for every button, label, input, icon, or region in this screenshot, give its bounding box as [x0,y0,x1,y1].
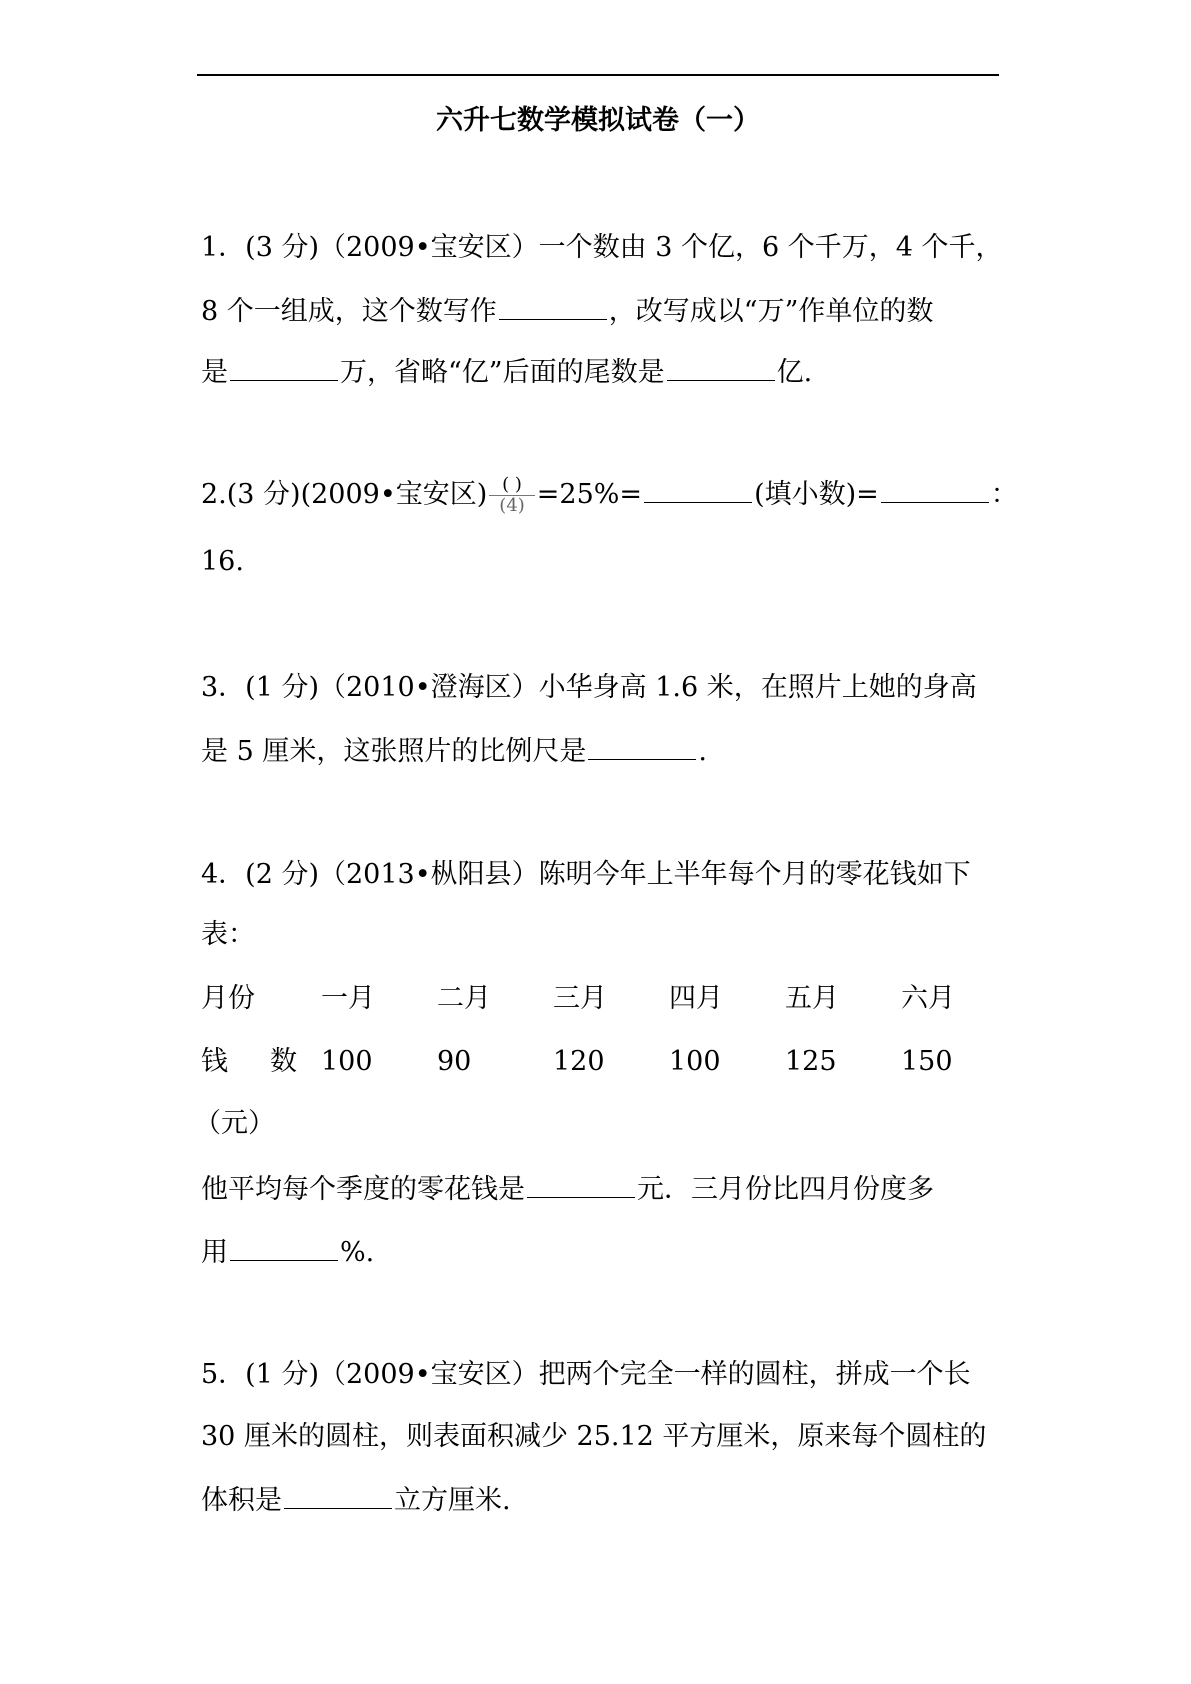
table-header-cell: 三月 [553,983,607,1014]
q4-text: 元．三月份比四月份度多 [637,1174,934,1205]
q1-line-1: 1．(3 分)（2009•宝安区）一个数由 3 个亿，6 个千万，4 个千， [201,232,1003,263]
q4-text: 他平均每个季度的零花钱是 [201,1174,525,1205]
q3-line-2 [201,731,707,770]
q3-blank-scale[interactable] [588,731,696,760]
table-cell: 150 [901,1046,953,1077]
q1-blank-wan[interactable] [230,352,338,381]
table-cell: 100 [669,1046,721,1077]
q4-blank-percent[interactable] [230,1232,338,1261]
q4-blank-quarter-average[interactable] [527,1169,635,1198]
q1-text: 8 个一组成，这个数写作 [201,296,497,327]
q2-line-2: 16. [201,546,244,577]
table-header-cell: 二月 [437,983,491,1014]
q3-line-1: 3．(1 分)（2010•澄海区）小华身高 1.6 米，在照片上她的身高 [201,672,977,703]
q5-blank-volume[interactable] [284,1480,392,1509]
table-cell: 120 [553,1046,605,1077]
header-rule [197,74,999,76]
q2-text: =25%= [536,479,643,510]
table-row-label: 数 [270,1046,297,1077]
table-row-label: 钱 [201,1046,228,1077]
q1-blank-yi[interactable] [667,352,775,381]
fraction-denominator: (4) [489,495,535,516]
q1-text: 是 [201,357,228,388]
q4-line-3 [201,1169,934,1208]
q1-line-3 [201,352,812,391]
q1-line-2 [201,291,933,330]
table-header-cell: 四月 [669,983,723,1014]
fraction-numerator[interactable]: ( ) [502,474,522,495]
q1-blank-number[interactable] [499,291,607,320]
q5-text: 体积是 [201,1485,282,1516]
table-header-cell: 五月 [785,983,839,1014]
q2-blank-decimal[interactable] [644,474,752,503]
q2-line-1 [201,474,1018,516]
q5-text: 立方厘米. [394,1485,511,1516]
q1-text: ，改写成以“万”作单位的数 [608,296,934,327]
q5-line-1: 5．(1 分)（2009•宝安区）把两个完全一样的圆柱，拼成一个长 [201,1359,971,1390]
q4-text: %. [340,1237,375,1268]
q3-text: . [698,736,707,767]
q5-line-3 [201,1480,511,1519]
table-cell: 90 [437,1046,472,1077]
page-title: 六升七数学模拟试卷（一） [436,105,760,136]
q2-text: 2.(3 分)(2009•宝安区) [201,479,488,510]
q3-text: 是 5 厘米，这张照片的比例尺是 [201,736,587,767]
table-cell: 125 [785,1046,837,1077]
table-unit-label: （元） [194,1108,275,1139]
q2-text: (填小数)= [754,479,879,510]
q2-fraction [489,475,535,516]
q2-text: ： [990,479,1018,510]
q4-line-1: 4．(2 分)（2013•枞阳县）陈明今年上半年每个月的零花钱如下 [201,859,971,890]
q4-text: 用 [201,1237,228,1268]
table-header-cell: 一月 [321,983,375,1014]
q1-text: 亿. [776,357,813,388]
table-cell: 100 [321,1046,373,1077]
q5-line-2: 30 厘米的圆柱，则表面积减少 25.12 平方厘米，原来每个圆柱的 [201,1421,987,1452]
q4-line-2: 表： [201,919,255,950]
table-header-cell: 六月 [901,983,955,1014]
q1-text: 万，省略“亿”后面的尾数是 [340,357,665,388]
table-header-month: 月份 [201,983,255,1014]
q4-line-4 [201,1232,374,1271]
q2-blank-ratio[interactable] [881,474,989,503]
